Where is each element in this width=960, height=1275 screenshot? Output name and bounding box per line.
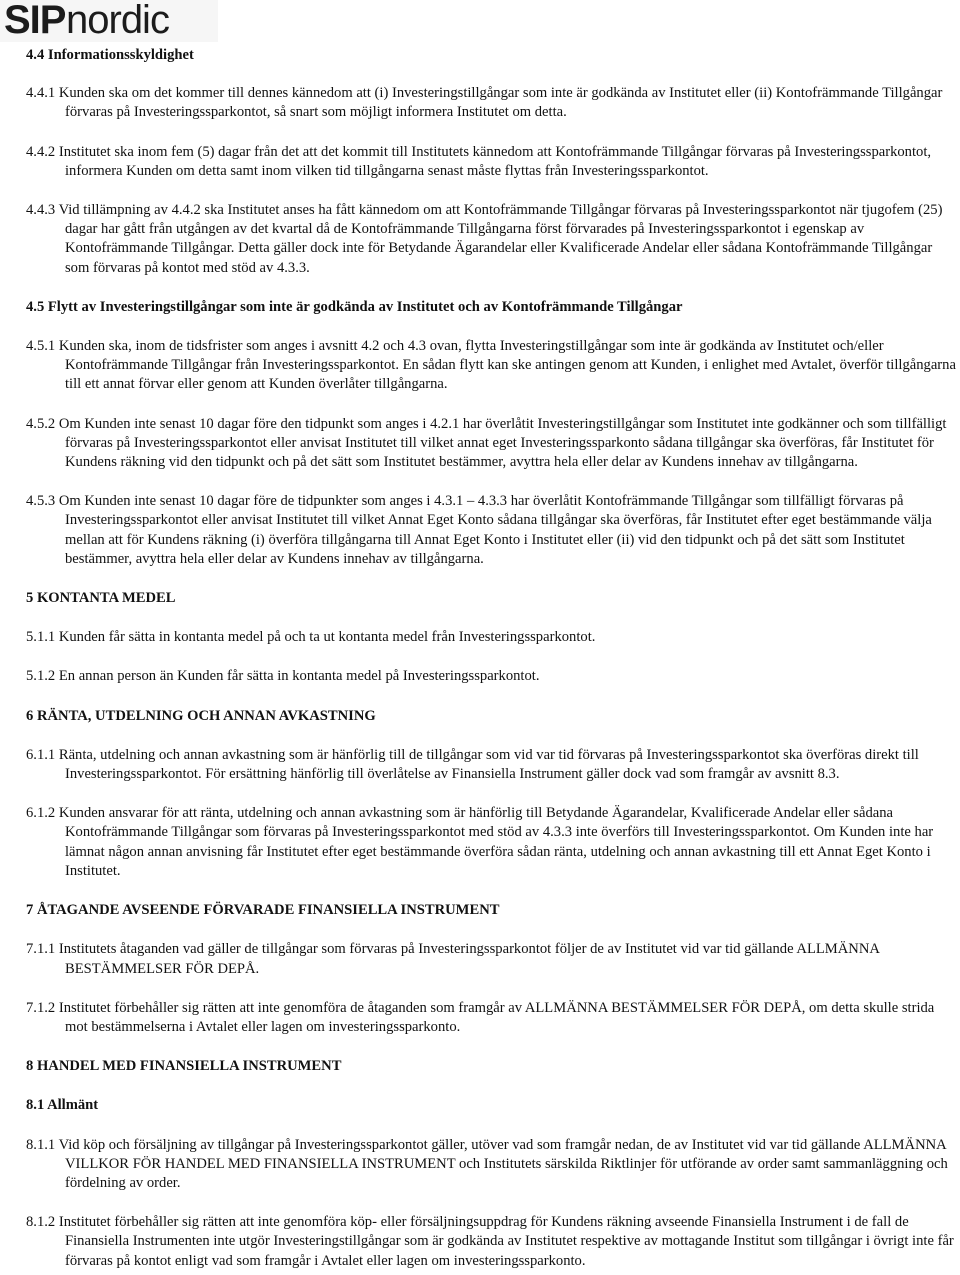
document-body bbox=[26, 46, 956, 1271]
sip-nordic-logo bbox=[0, 0, 218, 42]
paragraph-8-1-1: 8.1.1 Vid köp och försäljning av tillgångar på Investeringssparkontot gäller, utöver vad som framgår nedan, de av Institutet vid var tid gällande ALLMÄNNA VILLKOR FÖR HANDEL MED FINANSIELLA INSTRUMENT och Institutets särskilda Riktlinjer för utförande av order samt sammanläggning och fördelning av order. bbox=[26, 1136, 948, 1191]
paragraph-8-1-2: 8.1.2 Institutet förbehåller sig rätten att inte genomföra köp- eller försäljningsuppdrag för Kundens räkning avseende Finansiella Instrument i de fall de Finansiella Instrumenten inte utgör Investeringstillgångar som är godkända av Institutet respektive av mottagande Institut som tillgångar i övrigt inte får förvaras på kontot enligt vad som framgår i Avtalet eller lagen om investeringssparkonto. bbox=[26, 1214, 954, 1269]
paragraph-6-1-2: 6.1.2 Kunden ansvarar för att ränta, utdelning och annan avkastning som är hänförlig till Betydande Ägarandelar, Kvalificerade Andelar eller sådana Kontofrämmande Tillgångar som förvaras på Investeringssparkontot med stöd av 4.3.3 inte överförs till Investeringssparkontot. Om Kunden inte har lämnat någon annan anvisning får Institutet efter eget bestämmande överföra sådan ränta, utdelning och annan avkastning till ett Annat Eget Konto i Institutet. bbox=[26, 805, 934, 879]
paragraph-4-4-3: 4.4.3 Vid tillämpning av 4.4.2 ska Institutet anses ha fått kännedom om att Kontofrämmande Tillgångar förvaras på Investeringssparkontot när tjugofem (25) dagar har gått från utgången av det kvartal då de Kontofrämmande Tillgångarna först förvarades på Investeringssparkontot i egenskap av Kontofrämmande Tillgångar. Detta gäller dock inte för Betydande Ägarandelar eller Kvalificerade Andelar eller sådana Kontofrämmande Tillgångar som förvaras på kontot med stöd av 4.3.3. bbox=[26, 202, 943, 276]
paragraph-5-1-2: 5.1.2 En annan person än Kunden får sätta in kontanta medel på Investeringssparkontot. bbox=[26, 668, 540, 685]
heading-6: 6 RÄNTA, UTDELNING OCH ANNAN AVKASTNING bbox=[26, 707, 376, 724]
paragraph-7-1-1: 7.1.1 Institutets åtaganden vad gäller de tillgångar som förvaras på Investeringssparkontot följer de av Institutet vid var tid gällande ALLMÄNNA BESTÄMMELSER FÖR DEPÅ. bbox=[26, 941, 880, 977]
paragraph-4-5-3: 4.5.3 Om Kunden inte senast 10 dagar före de tidpunkter som anges i 4.3.1 – 4.3.3 har överlåtit Kontofrämmande Tillgångar som tillfälligt förvaras på Investeringssparkontot eller anvisat Institutet till vilket Annat Eget Konto sådana tillgångar ska överföras, får Institutet efter eget bestämmande välja mellan att för Kundens räkning (i) överföra tillgångarna till Annat Eget Konto i Institutet eller (ii) vid den tidpunkt och på det sätt som Institutet bestämmer, avyttra hela eller delar av Kundens innehav av tillgångarna. bbox=[26, 493, 932, 567]
paragraph-6-1-1: 6.1.1 Ränta, utdelning och annan avkastning som är hänförlig till de tillgångar som vid var tid förvaras på Investeringssparkontot ska överföras direkt till Investeringssparkontot. För ersättning hänförlig till överlåtelse av Finansiella Instrument gäller dock vad som framgår av avsnitt 8.3. bbox=[26, 746, 919, 783]
heading-5: 5 KONTANTA MEDEL bbox=[26, 590, 176, 607]
paragraph-5-1-1: 5.1.1 Kunden får sätta in kontanta medel på och ta ut kontanta medel från Investeringssparkontot. bbox=[26, 629, 596, 646]
heading-4-4: 4.4 Informationsskyldighet bbox=[26, 47, 194, 63]
paragraph-4-4-1: 4.4.1 Kunden ska om det kommer till dennes kännedom att (i) Investeringstillgångar som inte är godkända av Institutet eller (ii) Kontofrämmande Tillgångar förvaras på Investeringssparkontot, så snart som möjligt informera Institutet om detta. bbox=[26, 85, 943, 121]
paragraph-4-5-1: 4.5.1 Kunden ska, inom de tidsfrister som anges i avsnitt 4.2 och 4.3 ovan, flytta Investeringstillgångar som inte är godkända av Institutet och/eller Kontofrämmande Tillgångar från Investeringssparkontot. En sådan flytt kan ske antingen genom att Kunden, i enlighet med Avtalet, överför tillgångarna till ett annat förvar eller genom att Kunden överlåter tillgångarna. bbox=[26, 338, 956, 393]
paragraph-4-5-2: 4.5.2 Om Kunden inte senast 10 dagar före den tidpunkt som anges i 4.2.1 har överlåtit Investeringstillgångar som Institutet inte godkänner och som tillfälligt förvaras på Investeringssparkontot eller anvisat Institutet till vilket annat eget Investeringssparkonto sådana tillgångar ska överföras, får Institutet för Kundens räkning vid den tidpunkt och på det sätt som Institutet bestämmer, avyttra hela eller delar av Kundens innehav av tillgångarna. bbox=[26, 415, 947, 471]
heading-8-1: 8.1 Allmänt bbox=[26, 1097, 99, 1114]
heading-8: 8 HANDEL MED FINANSIELLA INSTRUMENT bbox=[26, 1058, 342, 1075]
logo-sip-text: SIP bbox=[4, 0, 66, 42]
paragraph-4-4-2: 4.4.2 Institutet ska inom fem (5) dagar från det att det kommit till Institutets kännedom att Kontofrämmande Tillgångar förvaras på Investeringssparkontot, informera Kunden om detta samt inom vilken tid tillgångarna senast måste flyttas från Investeringssparkontot. bbox=[26, 143, 932, 179]
heading-4-5: 4.5 Flytt av Investeringstillgångar som inte är godkända av Institutet och av Kontofrämmande Tillgångar bbox=[26, 298, 683, 315]
paragraph-7-1-2: 7.1.2 Institutet förbehåller sig rätten att inte genomföra de åtaganden som framgår av ALLMÄNNA BESTÄMMELSER FÖR DEPÅ, om detta skulle strida mot bestämmelserna i Avtalet eller lagen om investeringssparkonto. bbox=[26, 999, 935, 1035]
logo-nordic-text: nordic bbox=[66, 0, 169, 42]
heading-7: 7 ÅTAGANDE AVSEENDE FÖRVARADE FINANSIELLA INSTRUMENT bbox=[26, 902, 500, 919]
